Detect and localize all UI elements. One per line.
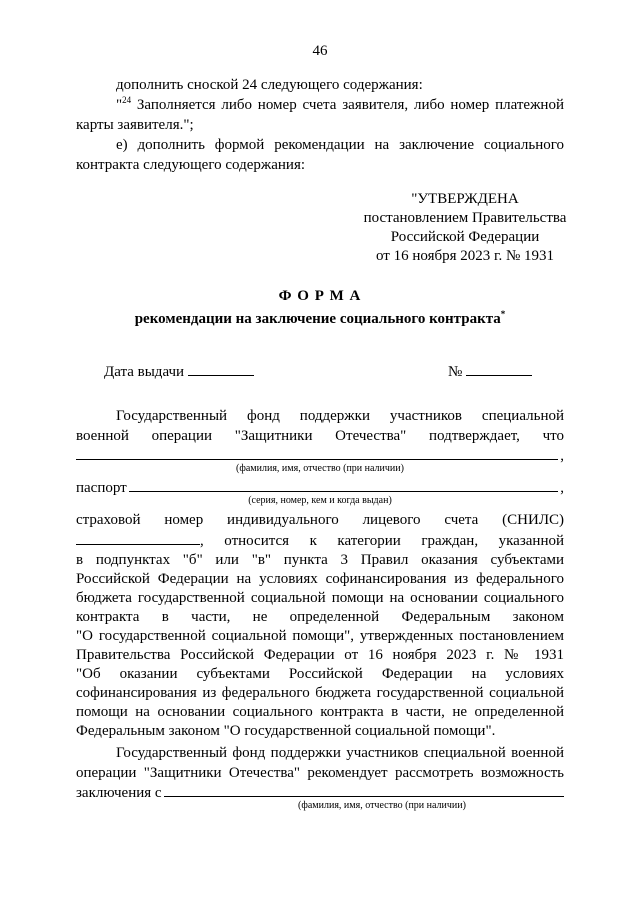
approval-block bbox=[340, 190, 590, 266]
body-line: контракта в части, не определенной Федеральным законом bbox=[76, 609, 564, 625]
p1-line-2: военной операции "Защитники Отечества" подтверждает, что bbox=[76, 428, 564, 444]
fio-caption: (фамилия, имя, отчество (при наличии) bbox=[236, 463, 404, 474]
number-field: № bbox=[448, 362, 548, 382]
p1-line-1: Государственный фонд поддержки участников специальной bbox=[116, 408, 564, 424]
item-e-line-2: контракта следующего содержания: bbox=[76, 157, 306, 173]
footnote-line-1: "$^{24}$ Заполняется либо номер счета заявителя, либо номер платежной bbox=[116, 95, 564, 113]
snils-blank bbox=[76, 531, 200, 545]
body-last-line: Федеральным законом "О государственной социальной помощи". bbox=[76, 723, 496, 739]
item-e-line-1: е) дополнить формой рекомендации на заключение социального bbox=[116, 137, 564, 153]
category-line: , относится к категории граждан, указанной bbox=[76, 531, 564, 551]
passport-caption: (серия, номер, кем и когда выдан) bbox=[248, 495, 392, 506]
footnote-line-2: карты заявителя."; bbox=[76, 117, 194, 133]
issue-date-field: Дата выдачи bbox=[104, 362, 264, 382]
approval-line-4: от 16 ноября 2023 г. № 1931 bbox=[375, 248, 555, 264]
passport-line: паспорт , bbox=[76, 477, 564, 498]
passport-blank bbox=[129, 477, 559, 492]
form-subtitle: рекомендации на заключение социального контракта* bbox=[134, 309, 506, 327]
body-line: софинансирования из федерального бюджета государственной социальной bbox=[76, 685, 564, 701]
p2-line-3: заключения с bbox=[76, 782, 564, 803]
approval-line-2: постановлением Правительства bbox=[363, 210, 567, 226]
body-line: бюджета государственной социальной помощи на основании социального bbox=[76, 590, 564, 606]
body-line: в подпунктах "б" или "в" пункта 3 Правил оказания субъектами bbox=[76, 552, 564, 568]
approval-line-1: "УТВЕРЖДЕНА bbox=[411, 191, 519, 207]
body-line: Российской Федерации на условиях софинансирования из федерального bbox=[76, 571, 564, 587]
footnote-mark: 24 bbox=[122, 95, 132, 105]
fio-blank-2 bbox=[164, 782, 564, 797]
body-line: помощи на основании социального контракта в части, не определенной bbox=[76, 704, 564, 720]
issue-date-blank bbox=[188, 362, 254, 376]
approval-line-3: Российской Федерации bbox=[390, 229, 540, 245]
number-blank bbox=[466, 362, 532, 376]
body-line: Правительства Российской Федерации от 16 ноября 2023 г. № 1931 bbox=[76, 647, 564, 663]
body-line: "Об оказании субъектами Российской Федерации на условиях bbox=[76, 666, 564, 682]
fio-caption-2: (фамилия, имя, отчество (при наличии) bbox=[298, 800, 466, 811]
snils-line: страховой номер индивидуального лицевого счета (СНИЛС) bbox=[76, 512, 564, 528]
p2-line-2: операции "Защитники Отечества" рекомендует рассмотреть возможность bbox=[76, 765, 564, 781]
fio-blank bbox=[76, 445, 558, 460]
p2-line-1: Государственный фонд поддержки участников специальной военной bbox=[116, 745, 564, 761]
page-number: 46 bbox=[312, 43, 328, 59]
intro-line-1: дополнить сноской 24 следующего содержания: bbox=[116, 77, 423, 93]
body-line: "О государственной социальной помощи", утвержденных постановлением bbox=[76, 628, 564, 644]
subtitle-mark: * bbox=[500, 309, 506, 319]
fio-blank-line: , bbox=[76, 445, 564, 466]
form-title: Ф О Р М А bbox=[278, 288, 362, 304]
